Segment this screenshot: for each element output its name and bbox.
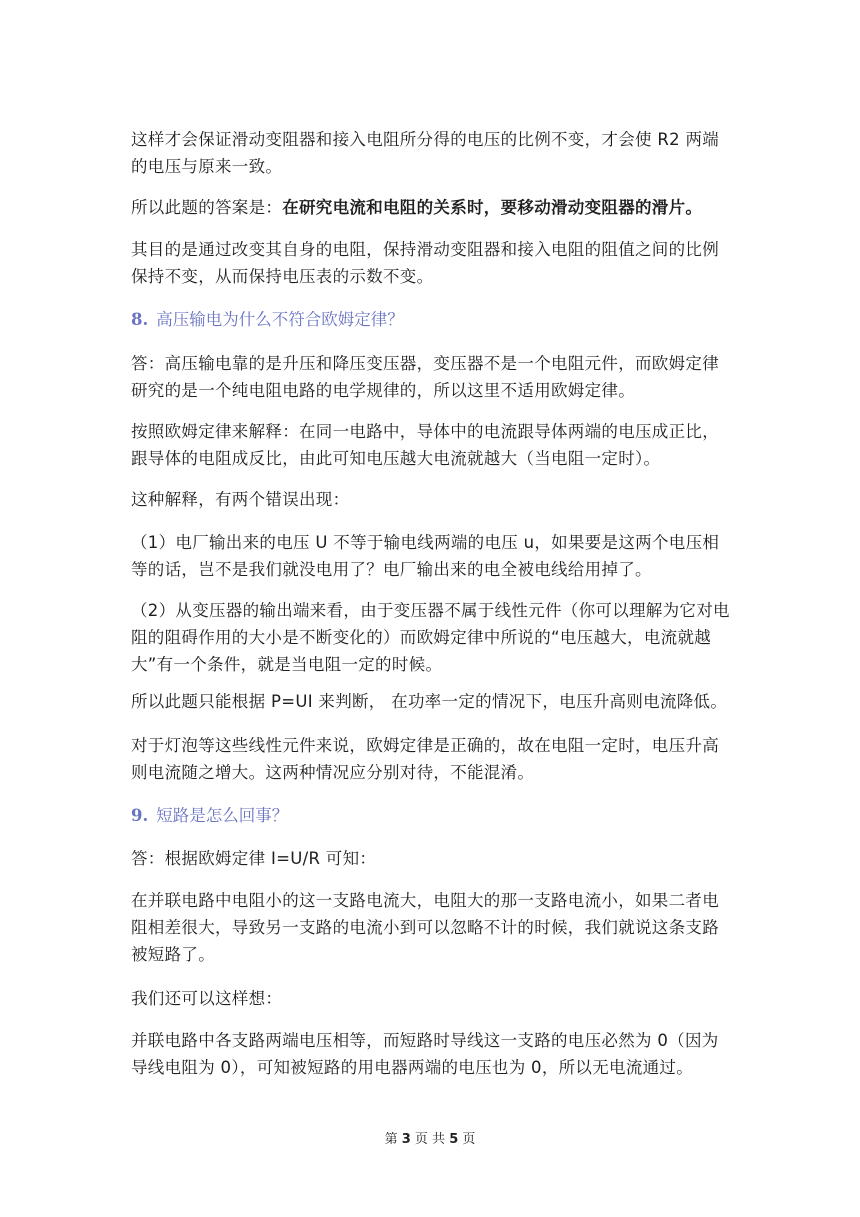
paragraph-8: （2）从变压器的输出端来看，由于变压器不属于线性元件（你可以理解为它对电阻的阻碍作用的大小是不断变化的）而欧姆定律中所说的“电压越大，电流就越大”有一个条件，就是当电阻一定的时候。 [131,601,730,674]
question-8-title: 高压输电为什么不符合欧姆定律？ [156,310,404,329]
footer-total-pages: 5 [449,1132,459,1147]
paragraph-9: 所以此题只能根据 P=UI 来判断， 在功率一定的情况下，电压升高则电流降低。 [131,692,728,711]
question-8-number: 8. [131,310,149,329]
paragraph-11: 答：根据欧姆定律 I=U/R 可知： [131,849,377,868]
question-9-heading [131,802,731,829]
question-9-number: 9. [131,806,149,825]
paragraph-13: 我们还可以这样想： [131,989,283,1008]
paragraph-answer [131,194,731,221]
footer-prefix: 第 [384,1132,398,1147]
paragraph-14: 并联电路中各支路两端电压相等，而短路时导线这一支路的电压必然为 0（因为导线电阻为 0），可知被短路的用电器两端的电压也为 0，所以无电流通过。 [131,1031,719,1077]
paragraph-1: 这样才会保证滑动变阻器和接入电阻所分得的电压的比例不变，才会使 R2 两端的电压与原来一致。 [131,130,720,176]
question-9-title: 短路是怎么回事？ [156,806,289,825]
answer-prefix: 所以此题的答案是： [131,198,283,217]
footer-current-page: 3 [401,1132,411,1147]
paragraph-10: 对于灯泡等这些线性元件来说，欧姆定律是正确的，故在电阻一定时，电压升高则电流随之增大。这两种情况应分别对待，不能混淆。 [131,736,719,782]
paragraph-3: 其目的是通过改变其自身的电阻，保持滑动变阻器和接入电阻的阻值之间的比例保持不变，从而保持电压表的示数不变。 [131,240,719,286]
footer-mid: 页 共 [414,1132,446,1147]
answer-bold: 在研究电流和电阻的关系时，要移动滑动变阻器的滑片。 [282,198,703,217]
paragraph-7: （1）电厂输出来的电压 U 不等于输电线两端的电压 u，如果要是这两个电压相等的话，岂不是我们就没电用了？电厂输出来的电全被电线给用掉了。 [131,533,720,579]
page-footer [0,1128,860,1147]
paragraph-5: 按照欧姆定律来解释：在同一电路中，导体中的电流跟导体两端的电压成正比，跟导体的电阻成反比，由此可知电压越大电流就越大（当电阻一定时）。 [131,422,719,468]
paragraph-4: 答：高压输电靠的是升压和降压变压器，变压器不是一个电阻元件，而欧姆定律研究的是一个纯电阻电路的电学规律的，所以这里不适用欧姆定律。 [131,354,719,400]
paragraph-12: 在并联电路中电阻小的这一支路电流大，电阻大的那一支路电流小，如果二者电阻相差很大，导致另一支路的电流小到可以忽略不计的时候，我们就说这条支路被短路了。 [131,891,719,964]
question-8-heading [131,306,731,333]
paragraph-6: 这种解释，有两个错误出现： [131,490,350,509]
footer-suffix: 页 [462,1132,476,1147]
